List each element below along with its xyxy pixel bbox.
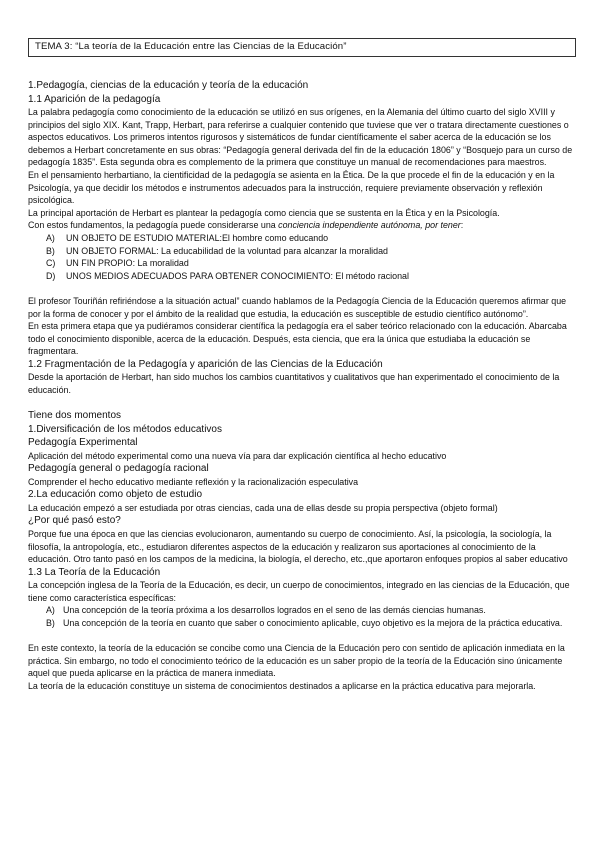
list-text: UN FIN PROPIO: La moralidad [66,258,189,269]
list-marker: B) [46,618,55,628]
spacer [28,282,576,295]
section-heading: 1.Pedagogía, ciencias de la educación y teoría de la educación [28,80,309,91]
list-marker: D) [46,270,56,281]
spacer [28,397,576,410]
paragraph: La principal aportación de Herbart es plantear la pedagogía como ciencia que se sustenta en la Ética y en la Psicología. [28,207,500,218]
paragraph: La teoría de la educación constituye un sistema de conocimientos destinados a aplicarse en la práctica educativa para mejorarla. [28,680,536,691]
paragraph: En este contexto, la teoría de la educación se concibe como una Ciencia de la Educación pero con sentido de aplicación inmediata en la práctica. Sin embargo, no todo el conocimiento teórico de la educación es un saber propio de la teoría de la Educación sino únicamente aquel que pueda aplicarse en la práctica de manera inmediata. [28,643,565,679]
list-marker: A) [46,605,55,616]
subsection-heading: Pedagogía general o pedagogía racional [28,463,209,475]
subsection-heading: 1.Diversificación de los métodos educativos [28,423,222,435]
list-item [28,604,576,617]
paragraph: Aplicación del método experimental como una nueva vía para dar explicación científica al hecho educativo [28,450,447,461]
list-item [28,617,576,630]
objects-list [28,232,576,282]
subsection-heading: Tiene dos momentos [28,410,122,422]
document-body [28,79,576,693]
subsection-heading: Pedagogía Experimental [28,437,138,449]
list-text: UN OBJETO FORMAL: La educabilidad de la voluntad para alcanzar la moralidad [66,245,388,256]
list-text: Una concepción de la teoría en cuanto que saber o conocimiento aplicable, cuyo objetivo es la mejora de la práctica educativa. [63,618,563,628]
list-text: UN OBJETO DE ESTUDIO MATERIAL:El hombre como educando [66,232,329,243]
list-marker: A) [46,232,55,243]
paragraph [28,219,576,232]
subsection-heading: 2.La educación como objeto de estudio [28,489,203,501]
list-item [28,270,576,283]
paragraph: La palabra pedagogía como conocimiento de la educación se utilizó en sus orígenes, en la Alemania del último cuarto del siglo XVIII y principios del siglo XIX. Kant, Trapp, Herbart, para referirse a cualquier contenido que tuviese que ver o tratara directamente cuestiones o aspectos educativos. Los primeros intentos rigurosos y sistemáticos de fundar científicamente el saber acerca de la educación se los debemos a Herbart concretamente en sus obras: “Pedagogía general derivada del fin de la educación 1806” y “Bosquejo para un curso de pedagogía 1835”. Esta segunda obra es complemento de la primera que constituye un manual de recomendaciones para maestros. [28,107,573,168]
list-text: Una concepción de la teoría próxima a los desarrollos logrados en el seno de las demás ciencias humanas. [63,605,486,616]
paragraph: El profesor Touriñán refiriéndose a la situación actual” cuando hablamos de la Pedagogía Ciencia de la Educación queremos afirmar que por la forma de conocer y por el ámbito de la realidad que estudia, la educación es susceptible de estudio científico autónomo”. [28,295,567,319]
list-text: UNOS MEDIOS ADECUADOS PARA OBTENER CONOCIMIENTO: El método racional [66,270,409,281]
paragraph: Desde la aportación de Herbart, han sido muchos los cambios cuantitativos y cualitativos que han experimentado el conocimiento de la educación. [28,372,560,395]
paragraph-text: : [460,220,464,231]
characteristics-list [28,604,576,629]
paragraph: En el pensamiento herbartiano, la cientificidad de la pedagogía se asienta en la Ética. De la que procede el fin de la educación y en la Psicología, ya que decidir los métodos e instrumentos adecuados para la instrucción, requiere previamente observación y reflexión psicológica. [28,169,555,206]
paragraph: La educación empezó a ser estudiada por otras ciencias, cada una de ellas desde su propia perspectiva (objeto formal) [28,502,498,513]
paragraph: Porque fue una época en que las ciencias evolucionaron, aumentando su cuerpo de conocimiento. Así, la psicología, la sociología, la filosofía, la antropología, etc., estudiaron diferentes aspectos de la educación y realizaron sus aportaciones al conocimiento de la educación. Otro tanto pasó en los campos de la medicina, la biología, el derecho, etc.,que aportaron enfoques propios al saber educativo [28,528,568,565]
paragraph: Comprender el hecho educativo mediante reflexión y la racionalización especulativa [28,476,359,487]
paragraph-text: Con estos fundamentos, la pedagogía puede considerarse una [28,220,279,231]
list-item [28,245,576,258]
paragraph: La concepción inglesa de la Teoría de la Educación, es decir, un cuerpo de conocimientos, integrado en las ciencias de la Educación, que tiene como característica específicas: [28,580,570,603]
subsection-heading: 1.2 Fragmentación de la Pedagogía y aparición de las Ciencias de la Educación [28,358,383,370]
subsection-heading: 1.3 La Teoría de la Educación [28,566,161,578]
document-page [28,38,576,693]
topic-title: TEMA 3: “La teoría de la Educación entre las Ciencias de la Educación” [28,38,576,57]
list-item [28,257,576,270]
paragraph-italic: conciencia independiente autónoma, por tener [278,220,461,231]
spacer [28,630,576,643]
list-item [28,232,576,245]
subsection-heading: ¿Por qué pasó esto? [28,515,121,527]
subsection-heading: 1.1 Aparición de la pedagogía [28,93,161,105]
list-marker: B) [46,245,55,256]
list-marker: C) [46,258,56,269]
paragraph: En esta primera etapa que ya pudiéramos considerar científica la pedagogía era el saber teórico relacionado con la educación. Abarcaba todo el conocimiento disponible, acerca de la educación. Después, esta ciencia, que era la única que estudiaba la educación se fragmentara. [28,321,567,357]
